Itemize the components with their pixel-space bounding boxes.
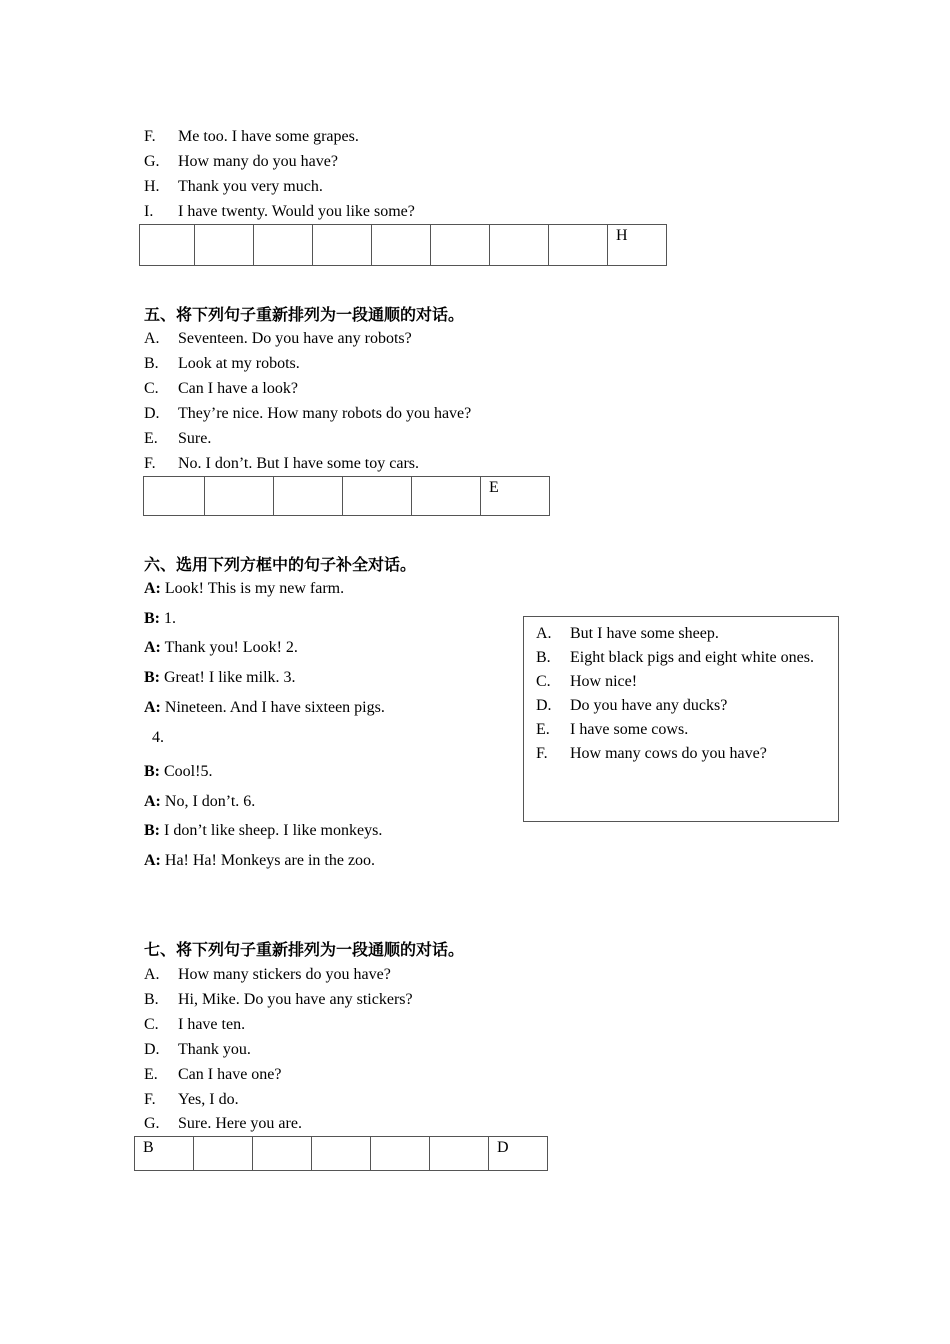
s6-dialogue-line-1: A: Look! This is my new farm. [144,580,345,597]
s6-dialogue-line-4: B: Great! I like milk. 3. [144,669,296,686]
s7-heading: 七、将下列句子重新排列为一段通顺的对话。 [144,940,465,959]
s7-item-c: C. I have ten. [144,1016,246,1033]
s4-answer-cell-2[interactable] [195,225,254,266]
s6-option-a: A. But I have some sheep. [536,625,719,642]
s6-dialogue-line-7: B: Cool!5. [144,763,213,780]
s4-item-g: G. How many do you have? [144,153,338,170]
s5-answer-cell-3[interactable] [274,477,343,516]
s7-item-a: A. How many stickers do you have? [144,966,391,983]
s5-item-c: C. Can I have a look? [144,380,298,397]
s6-option-f: F. How many cows do you have? [536,745,767,762]
s6-dialogue-line-10: A: Ha! Ha! Monkeys are in the zoo. [144,852,376,869]
s5-item-a: A. Seventeen. Do you have any robots? [144,330,412,347]
s5-answer-cell-1[interactable] [144,477,205,516]
s5-item-f: F. No. I don’t. But I have some toy cars. [144,455,419,472]
s6-option-e: E. I have some cows. [536,721,689,738]
s6-dialogue-line-2: B: 1. [144,610,176,627]
s4-item-h: H. Thank you very much. [144,178,323,195]
s4-answer-cell-6[interactable] [431,225,490,266]
s4-answer-cell-1[interactable] [140,225,195,266]
s7-answer-cell-1[interactable]: B [135,1137,194,1171]
s4-item-f: F. Me too. I have some grapes. [144,128,359,145]
s6-heading: 六、选用下列方框中的句子补全对话。 [144,555,417,574]
s5-answer-cell-5[interactable] [412,477,481,516]
s7-item-f: F. Yes, I do. [144,1091,239,1108]
s6-dialogue-line-3: A: Thank you! Look! 2. [144,639,298,656]
s4-item-i: I. I have twenty. Would you like some? [144,203,415,220]
s7-answer-table [134,1136,548,1171]
s7-answer-cell-2[interactable] [194,1137,253,1171]
s5-item-e: E. Sure. [144,430,212,447]
s7-item-e: E. Can I have one? [144,1066,282,1083]
s4-answer-cell-4[interactable] [313,225,372,266]
s7-answer-cell-5[interactable] [371,1137,430,1171]
s6-dialogue-line-5: A: Nineteen. And I have sixteen pigs. [144,699,385,716]
s6-option-c: C. How nice! [536,673,638,690]
s7-answer-cell-6[interactable] [430,1137,489,1171]
s4-answer-cell-9[interactable]: H [608,225,667,266]
s6-option-d: D. Do you have any ducks? [536,697,728,714]
s5-answer-cell-4[interactable] [343,477,412,516]
s6-option-b: B. Eight black pigs and eight white ones. [536,649,814,666]
s6-options-box [523,616,839,822]
s5-answer-cell-6[interactable]: E [481,477,550,516]
s6-dialogue-line-8: A: No, I don’t. 6. [144,793,256,810]
s5-item-b: B. Look at my robots. [144,355,300,372]
s6-dialogue-line-9: B: I don’t like sheep. I like monkeys. [144,822,383,839]
s4-answer-table [139,224,667,266]
s5-answer-cell-2[interactable] [205,477,274,516]
s7-answer-cell-3[interactable] [253,1137,312,1171]
s7-item-g: G. Sure. Here you are. [144,1115,302,1132]
s7-answer-cell-7[interactable]: D [489,1137,548,1171]
s4-answer-cell-3[interactable] [254,225,313,266]
s5-item-d: D. They’re nice. How many robots do you have? [144,405,472,422]
s4-answer-cell-7[interactable] [490,225,549,266]
s7-answer-cell-4[interactable] [312,1137,371,1171]
s4-answer-cell-8[interactable] [549,225,608,266]
s7-item-d: D. Thank you. [144,1041,251,1058]
s6-dialogue-line-6: 4. [152,729,164,746]
s4-answer-cell-5[interactable] [372,225,431,266]
s5-heading: 五、将下列句子重新排列为一段通顺的对话。 [144,305,465,324]
s7-item-b: B. Hi, Mike. Do you have any stickers? [144,991,413,1008]
s5-answer-table [143,476,550,516]
